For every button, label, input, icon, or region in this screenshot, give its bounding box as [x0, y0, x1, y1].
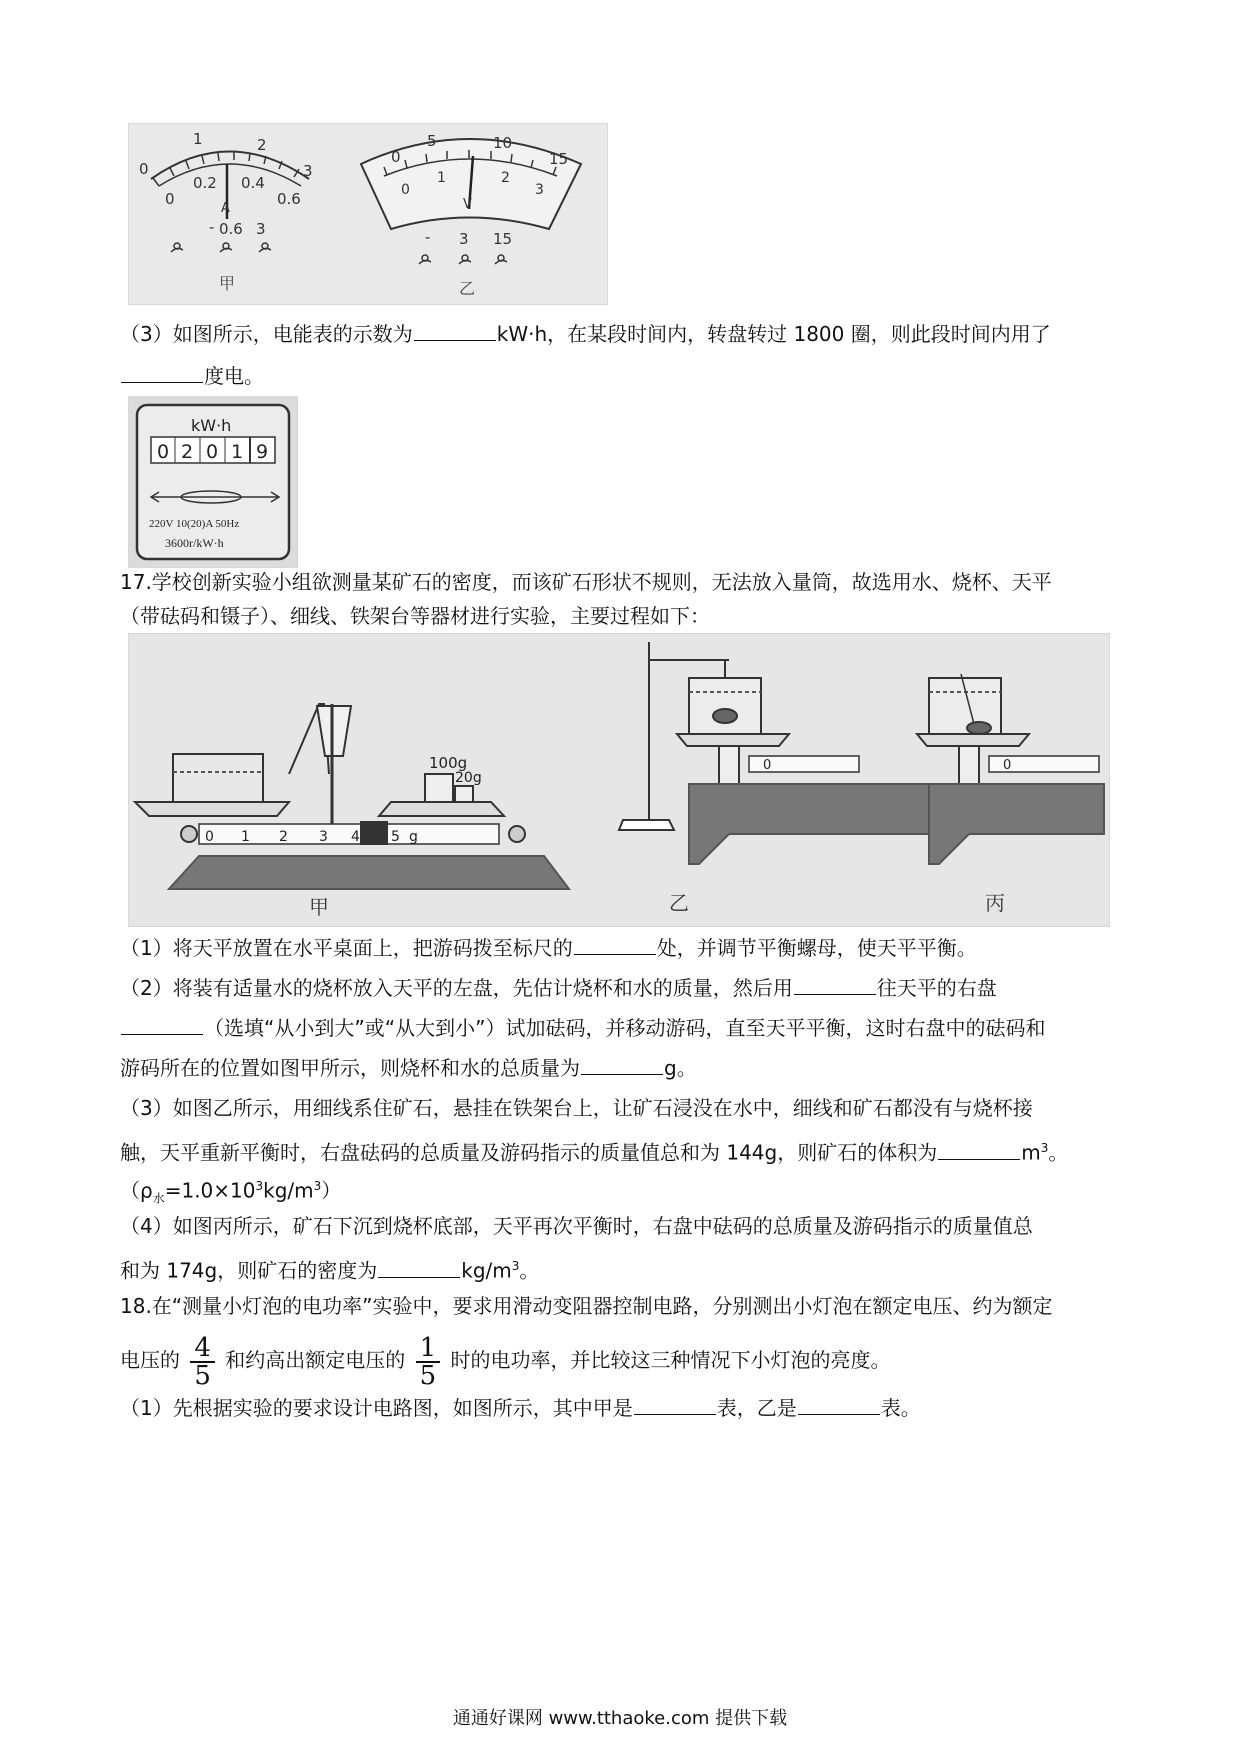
weight-100g: 100g	[429, 754, 468, 772]
voltmeter-bottom-3: 3	[535, 182, 544, 198]
ammeter-terminal-3: 3	[256, 220, 266, 238]
ammeter-bottom-0: 0	[165, 190, 175, 208]
voltmeter-bottom-2: 2	[501, 170, 510, 186]
scale-mark-3: 3	[319, 829, 328, 845]
weight-20g: 20g	[455, 770, 482, 786]
q17-s3-line1: （3）如图乙所示，用细线系住矿石，悬挂在铁架台上，让矿石浸没在水中，细线和矿石都没有与烧杯接	[120, 1096, 1033, 1120]
answer-blank[interactable]	[574, 936, 656, 955]
voltmeter-terminal-3: 3	[459, 230, 469, 248]
answer-blank[interactable]	[581, 1056, 663, 1075]
meter-digit-decimal: 9	[256, 441, 269, 463]
q17-s2-line2: （选填“从小到大”或“从大到小”）试加砝码，并移动游码，直至天平平衡，这时右盘中的砝码和	[120, 1014, 1045, 1042]
q17-s3-density-note: $(\rho_水=1.0\times 10^3kg/m^3)$	[120, 1178, 342, 1206]
scale-mark-0: 0	[205, 829, 214, 845]
meter-unit: kW·h	[191, 416, 232, 435]
answer-blank[interactable]	[938, 1141, 1020, 1160]
caption-jia: 甲	[309, 895, 329, 919]
zero-mark-yi: 0	[763, 758, 772, 773]
caption-yi: 乙	[669, 891, 689, 915]
ammeter-top-3: 3	[303, 162, 313, 180]
scale-mark-1: 1	[241, 829, 250, 845]
answer-blank[interactable]	[378, 1259, 460, 1278]
ammeter-dial	[139, 130, 313, 293]
q18-s1: （1）先根据实验的要求设计电路图，如图所示，其中甲是 表，乙是 表。	[120, 1396, 921, 1420]
answer-blank[interactable]	[121, 364, 203, 383]
voltmeter-terminal-neg: -	[425, 228, 431, 246]
q16-3-line2: 度电。	[120, 362, 264, 390]
ammeter-bottom-1: 0.2	[193, 174, 217, 192]
voltmeter-unit: V	[463, 197, 472, 212]
meters-figure	[128, 123, 608, 305]
voltmeter-top-15: 15	[549, 150, 569, 168]
voltmeter-top-10: 10	[493, 134, 513, 152]
answer-blank[interactable]	[798, 1396, 880, 1415]
balance-jia	[135, 704, 569, 889]
voltmeter-bottom-1: 1	[437, 170, 446, 186]
q17-s2-line3: 游码所在的位置如图甲所示，则烧杯和水的总质量为 g。	[120, 1056, 697, 1080]
caption-bing: 丙	[985, 891, 1005, 915]
meter-digit-1: 0	[157, 441, 170, 463]
ammeter-top-0: 0	[139, 160, 149, 178]
q16-3-line1: （3）如图所示，电能表的示数为 kW·h，在某段时间内，转盘转过 1800 圈，则此段时间内用了	[120, 322, 1051, 346]
answer-blank[interactable]	[121, 1016, 203, 1035]
scale-mark-4: 4	[351, 829, 360, 845]
voltmeter-caption: 乙	[459, 279, 476, 298]
voltmeter-top-5: 5	[427, 132, 437, 150]
q18-line2: 电压的 $\frac{4}{5}$ 和约高出额定电压的 $\frac{1}{5}$ 时的电功率，并比较这三种情况下小灯泡的亮度。	[120, 1332, 891, 1391]
ammeter-unit: A	[221, 201, 230, 216]
q17-line2: （带砝码和镊子）、细线、铁架台等器材进行实验，主要过程如下：	[120, 604, 710, 628]
ammeter-terminal-neg: -	[209, 218, 215, 236]
meter-digit-4: 1	[231, 441, 244, 463]
ammeter-caption: 甲	[219, 274, 236, 293]
fraction-one-fifth: $\frac{1}{5}$	[416, 1335, 441, 1389]
scale-mark-2: 2	[279, 829, 288, 845]
voltmeter-bottom-0: 0	[401, 182, 410, 198]
meter-digit-3: 0	[206, 441, 219, 463]
ammeter-bottom-3: 0.6	[277, 190, 301, 208]
answer-blank[interactable]	[634, 1396, 716, 1415]
scale-unit-g: g	[409, 829, 418, 845]
meter-digit-2: 2	[181, 441, 194, 463]
q17-s2-line1: （2）将装有适量水的烧杯放入天平的左盘，先估计烧杯和水的质量，然后用 往天平的右盘	[120, 976, 997, 1000]
page-footer: 通通好课网 www.tthaoke.com 提供下载	[452, 1708, 788, 1729]
q17-s3-line2: 触，天平重新平衡时，右盘砝码的总质量及游码指示的质量值总和为 144g，则矿石的体积为 $m^3$。	[120, 1140, 1069, 1165]
q17-s4-line2: 和为 174g，则矿石的密度为 $kg/m^3$。	[120, 1258, 540, 1283]
ammeter-bottom-2: 0.4	[241, 174, 265, 192]
meter-spec-voltage: 220V 10(20)A 50Hz	[149, 518, 240, 530]
fraction-four-fifths: $\frac{4}{5}$	[190, 1335, 215, 1389]
meter-spec-revs: 3600r/kW·h	[165, 536, 224, 550]
ammeter-terminal-06: 0.6	[219, 220, 243, 238]
q17-line1: 17.学校创新实验小组欲测量某矿石的密度，而该矿石形状不规则，无法放入量筒，故选用水、烧杯、天平	[120, 570, 1052, 594]
voltmeter-terminal-15: 15	[493, 230, 513, 248]
scale-mark-5: 5	[391, 829, 400, 845]
answer-blank[interactable]	[414, 322, 496, 341]
q17-s1: （1）将天平放置在水平桌面上，把游码拨至标尺的 处，并调节平衡螺母，使天平平衡。	[120, 936, 977, 960]
q18-line1: 18.在“测量小灯泡的电功率”实验中，要求用滑动变阻器控制电路，分别测出小灯泡在额定电压、约为额定	[120, 1294, 1053, 1318]
ammeter-top-1: 1	[193, 130, 203, 148]
voltmeter-top-0: 0	[391, 148, 401, 166]
voltmeter-dial	[361, 132, 581, 298]
ammeter-top-2: 2	[257, 136, 267, 154]
answer-blank[interactable]	[794, 976, 876, 995]
balance-figure	[128, 633, 1110, 927]
energy-meter-figure	[128, 396, 298, 568]
q17-s4-line1: （4）如图丙所示，矿石下沉到烧杯底部，天平再次平衡时，右盘中砝码的总质量及游码指示的质量值总	[120, 1214, 1033, 1238]
zero-mark-bing: 0	[1003, 758, 1012, 773]
